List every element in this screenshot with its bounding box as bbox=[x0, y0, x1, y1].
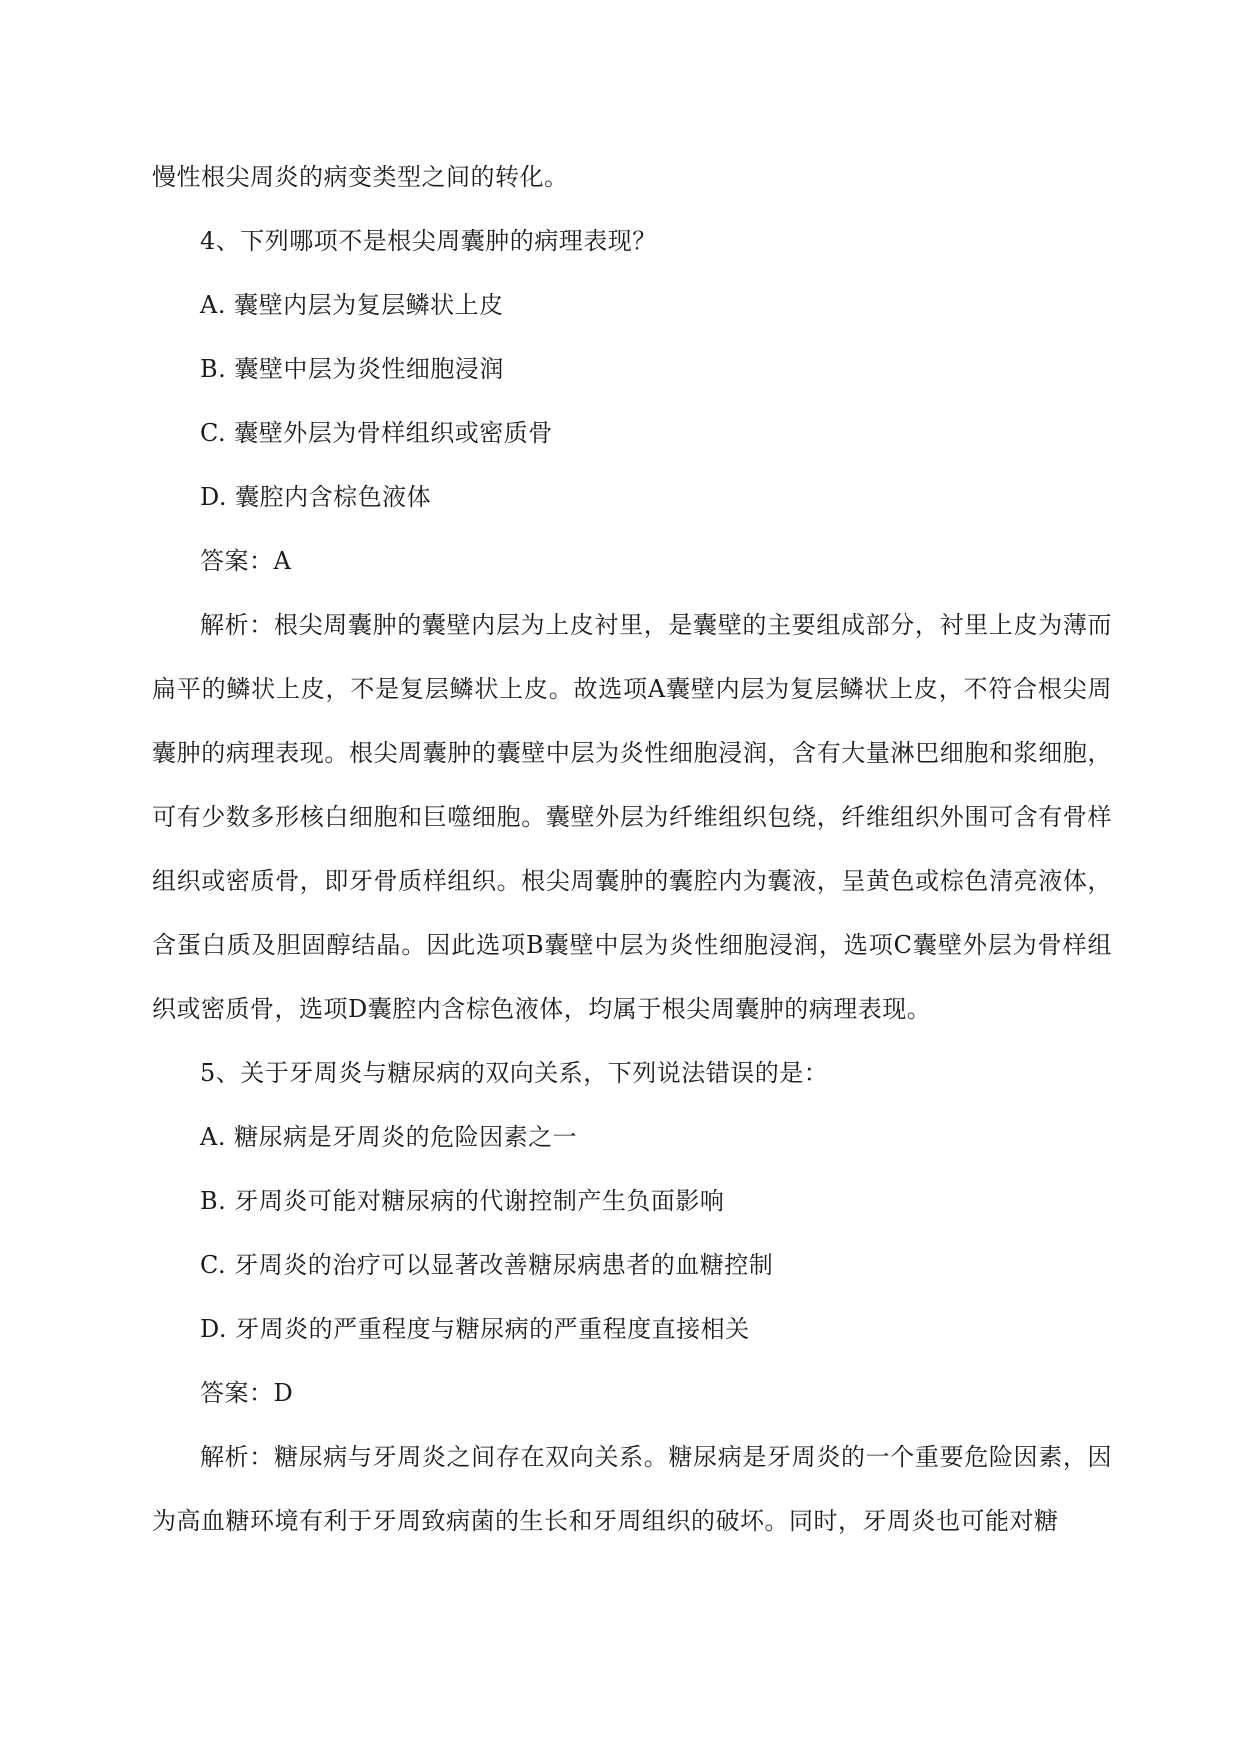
question-4-stem: 4、下列哪项不是根尖周囊肿的病理表现？ bbox=[200, 227, 657, 255]
question-5-stem: 5、关于牙周炎与糖尿病的双向关系，下列说法错误的是： bbox=[200, 1059, 829, 1087]
question-4-answer: 答案：A bbox=[200, 547, 292, 575]
question-5-option-d: D. 牙周炎的严重程度与糖尿病的严重程度直接相关 bbox=[200, 1315, 750, 1343]
question-5-answer: 答案：D bbox=[200, 1379, 294, 1407]
question-5-option-b: B. 牙周炎可能对糖尿病的代谢控制产生负面影响 bbox=[200, 1187, 725, 1215]
question-4-option-a: A. 囊壁内层为复层鳞状上皮 bbox=[200, 291, 504, 319]
continuation-text: 慢性根尖周炎的病变类型之间的转化。 bbox=[152, 163, 569, 191]
question-5-option-a: A. 糖尿病是牙周炎的危险因素之一 bbox=[200, 1123, 578, 1151]
question-4-analysis: 解析：根尖周囊肿的囊壁内层为上皮衬里，是囊壁的主要组成部分，衬里上皮为薄而扁平的鳞状上皮，不是复层鳞状上皮。故选项A囊壁内层为复层鳞状上皮，不符合根尖周囊肿的病理表现。根尖周囊肿的囊壁中层为炎性细胞浸润，含有大量淋巴细胞和浆细胞，可有少数多形核白细胞和巨噬细胞。囊壁外层为纤维组织包绕，纤维组织外围可含有骨样组织或密质骨，即牙骨质样组织。根尖周囊肿的囊腔内为囊液，呈黄色或棕色清亮液体，含蛋白质及胆固醇结晶。因此选项B囊壁中层为炎性细胞浸润，选项C囊壁外层为骨样组织或密质骨，选项D囊腔内含棕色液体，均属于根尖周囊肿的病理表现。 bbox=[152, 611, 1112, 1023]
question-5-option-c: C. 牙周炎的治疗可以显著改善糖尿病患者的血糖控制 bbox=[200, 1251, 774, 1279]
page-content bbox=[152, 145, 1112, 1553]
question-4-option-d: D. 囊腔内含棕色液体 bbox=[200, 483, 432, 511]
question-4-option-c: C. 囊壁外层为骨样组织或密质骨 bbox=[200, 419, 553, 447]
question-5-analysis: 解析：糖尿病与牙周炎之间存在双向关系。糖尿病是牙周炎的一个重要危险因素，因为高血糖环境有利于牙周致病菌的生长和牙周组织的破坏。同时，牙周炎也可能对糖 bbox=[152, 1443, 1112, 1535]
question-4-option-b: B. 囊壁中层为炎性细胞浸润 bbox=[200, 355, 504, 383]
